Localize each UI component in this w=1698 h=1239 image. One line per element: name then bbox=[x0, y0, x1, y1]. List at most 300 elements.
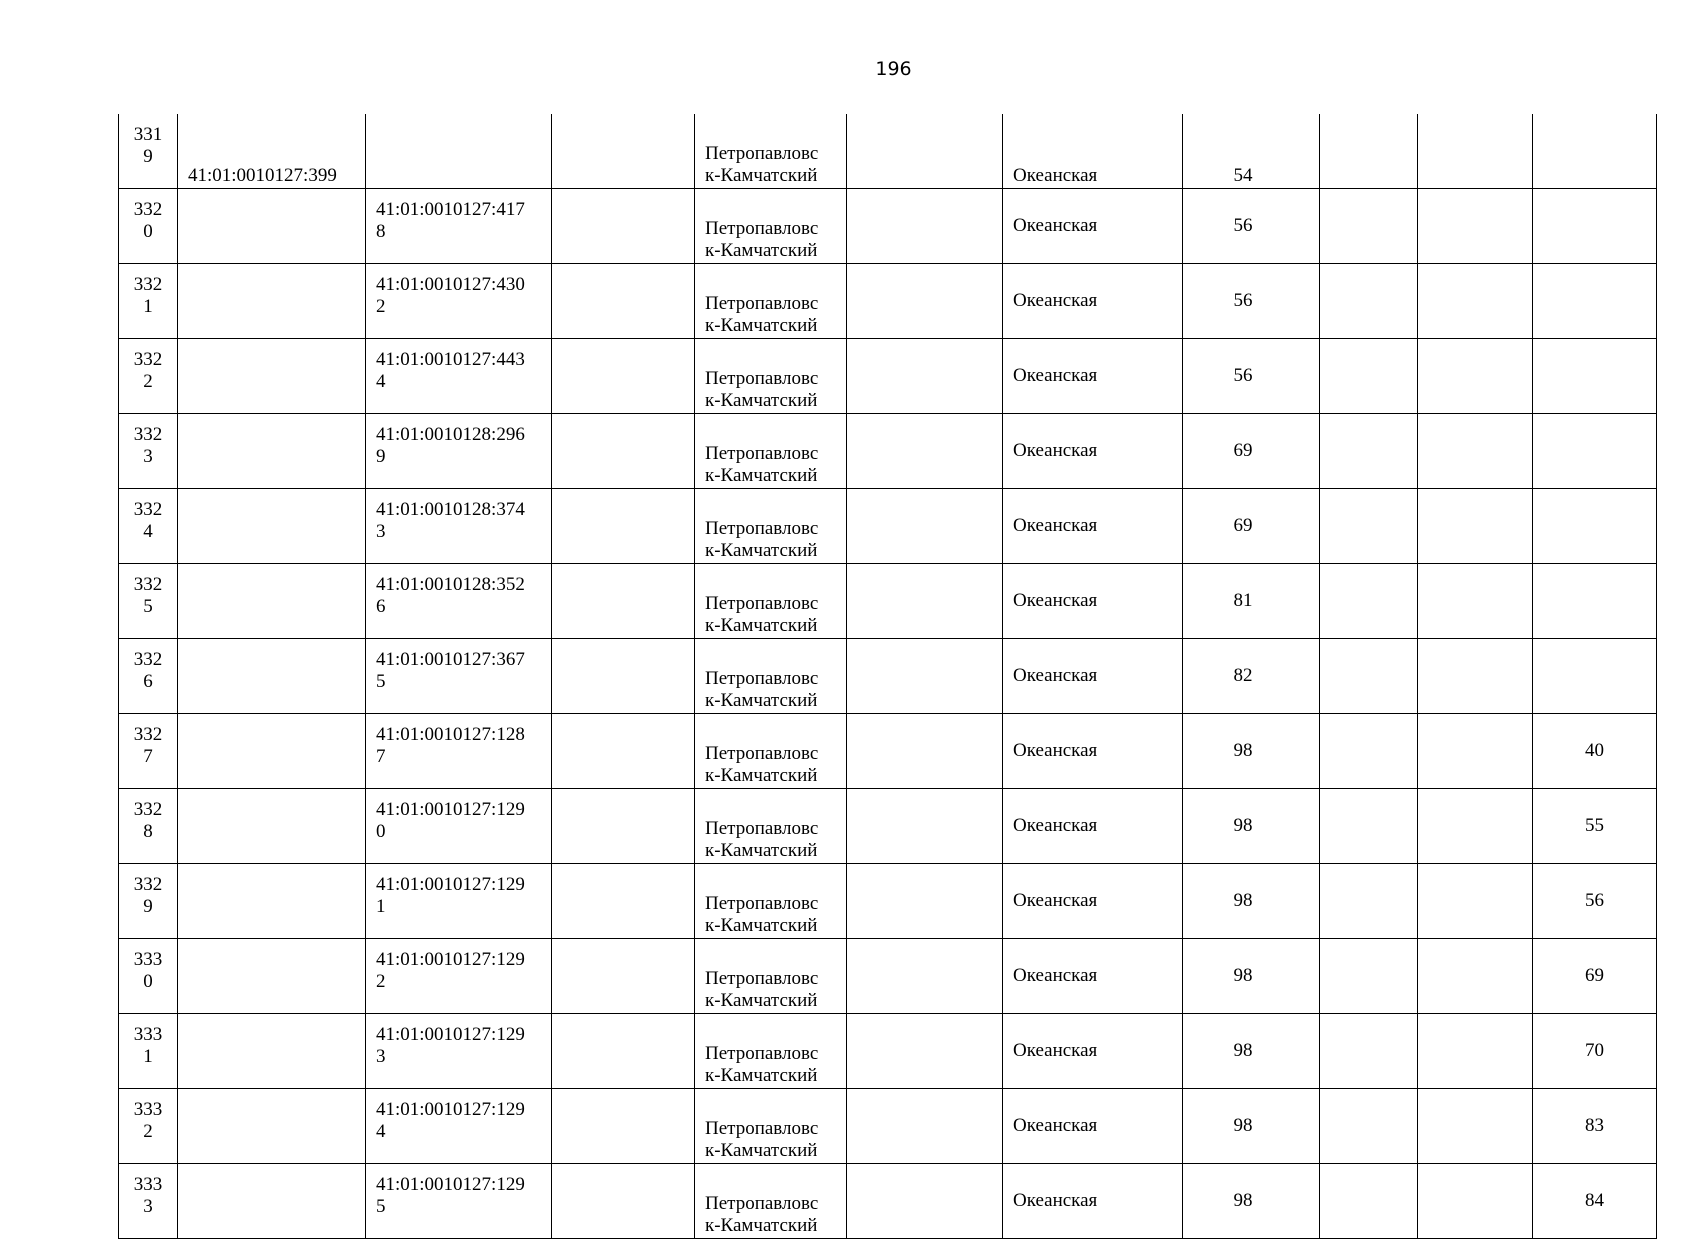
row-number-line2: 0 bbox=[143, 971, 153, 992]
row-number-cell bbox=[119, 564, 178, 639]
row-number-cell bbox=[119, 789, 178, 864]
flat-cell bbox=[1533, 189, 1657, 264]
street-name: Океанская bbox=[1013, 290, 1098, 311]
city-cell bbox=[695, 339, 847, 414]
empty-cell bbox=[847, 939, 1003, 1014]
flat-cell bbox=[1533, 564, 1657, 639]
table-row bbox=[119, 939, 1657, 1014]
object-cadastral-number-cell bbox=[366, 1014, 552, 1089]
city-line1: Петропавловс bbox=[705, 593, 819, 614]
empty-cell bbox=[1320, 264, 1418, 339]
street-name: Океанская bbox=[1013, 890, 1098, 911]
row-number-line2: 8 bbox=[143, 821, 153, 842]
street-name: Океанская bbox=[1013, 815, 1098, 836]
row-number-cell bbox=[119, 114, 178, 189]
object-cadastral-number-cell bbox=[366, 789, 552, 864]
empty-cell bbox=[847, 489, 1003, 564]
object-cadastral-number-cell bbox=[366, 189, 552, 264]
row-number-line1: 333 bbox=[133, 1024, 163, 1045]
house-cell bbox=[1183, 114, 1320, 189]
row-number-line1: 333 bbox=[133, 949, 163, 970]
object-cadastral-line2: 3 bbox=[376, 1046, 386, 1067]
flat-number: 83 bbox=[1585, 1115, 1604, 1136]
house-cell bbox=[1183, 1089, 1320, 1164]
city-line2: к-Камчатский bbox=[705, 990, 818, 1011]
object-cadastral-line2: 3 bbox=[376, 521, 386, 542]
city-line2: к-Камчатский bbox=[705, 765, 818, 786]
flat-cell bbox=[1533, 1014, 1657, 1089]
cadastral-number-cell bbox=[178, 1014, 366, 1089]
city-cell bbox=[695, 1014, 847, 1089]
row-number-line1: 332 bbox=[133, 574, 163, 595]
house-cell bbox=[1183, 264, 1320, 339]
house-number: 81 bbox=[1233, 590, 1253, 611]
street-cell bbox=[1003, 489, 1183, 564]
city-cell bbox=[695, 264, 847, 339]
house-cell bbox=[1183, 789, 1320, 864]
empty-cell bbox=[847, 189, 1003, 264]
empty-cell bbox=[552, 264, 695, 339]
street-name: Океанская bbox=[1013, 365, 1098, 386]
house-number: 82 bbox=[1233, 665, 1253, 686]
empty-cell bbox=[552, 714, 695, 789]
city-line2: к-Камчатский bbox=[705, 240, 818, 261]
row-number-line1: 333 bbox=[133, 1174, 163, 1195]
row-number-cell bbox=[119, 864, 178, 939]
empty-cell bbox=[1418, 1164, 1533, 1239]
empty-cell bbox=[1418, 1089, 1533, 1164]
city-cell bbox=[695, 414, 847, 489]
city-cell bbox=[695, 1164, 847, 1239]
empty-cell bbox=[552, 939, 695, 1014]
city-line1: Петропавловс bbox=[705, 368, 819, 389]
empty-cell bbox=[1320, 1089, 1418, 1164]
street-cell bbox=[1003, 1164, 1183, 1239]
city-line1: Петропавловс bbox=[705, 893, 819, 914]
empty-cell bbox=[552, 564, 695, 639]
object-cadastral-line2: 6 bbox=[376, 596, 386, 617]
city-line1: Петропавловс bbox=[705, 668, 819, 689]
empty-cell bbox=[847, 1089, 1003, 1164]
house-cell bbox=[1183, 1014, 1320, 1089]
object-cadastral-number-cell bbox=[366, 564, 552, 639]
street-name: Океанская bbox=[1013, 665, 1098, 686]
row-number-line1: 332 bbox=[133, 199, 163, 220]
street-cell bbox=[1003, 339, 1183, 414]
house-cell bbox=[1183, 339, 1320, 414]
street-cell bbox=[1003, 864, 1183, 939]
street-name: Океанская bbox=[1013, 165, 1098, 186]
city-line1: Петропавловс bbox=[705, 1118, 819, 1139]
row-number-cell bbox=[119, 639, 178, 714]
empty-cell bbox=[552, 489, 695, 564]
house-number: 56 bbox=[1233, 365, 1253, 386]
flat-cell bbox=[1533, 864, 1657, 939]
object-cadastral-line1: 41:01:0010127:443 bbox=[376, 349, 525, 370]
street-cell bbox=[1003, 1014, 1183, 1089]
street-name: Океанская bbox=[1013, 515, 1098, 536]
cadastral-number-cell bbox=[178, 939, 366, 1014]
row-number-line1: 331 bbox=[133, 124, 163, 145]
empty-cell bbox=[1320, 714, 1418, 789]
object-cadastral-line1: 41:01:0010127:129 bbox=[376, 1099, 525, 1120]
empty-cell bbox=[552, 114, 695, 189]
object-cadastral-number-cell bbox=[366, 864, 552, 939]
row-number-line2: 5 bbox=[143, 596, 153, 617]
street-name: Океанская bbox=[1013, 965, 1098, 986]
house-cell bbox=[1183, 939, 1320, 1014]
empty-cell bbox=[1418, 189, 1533, 264]
empty-cell bbox=[847, 339, 1003, 414]
empty-cell bbox=[1320, 339, 1418, 414]
empty-cell bbox=[1320, 114, 1418, 189]
house-cell bbox=[1183, 714, 1320, 789]
object-cadastral-line2: 1 bbox=[376, 896, 386, 917]
row-number-line2: 2 bbox=[143, 1121, 153, 1142]
empty-cell bbox=[552, 1089, 695, 1164]
cadastral-number-cell bbox=[178, 1164, 366, 1239]
street-cell bbox=[1003, 939, 1183, 1014]
row-number-line2: 3 bbox=[143, 1196, 153, 1217]
object-cadastral-line2: 5 bbox=[376, 1196, 386, 1217]
object-cadastral-line2: 7 bbox=[376, 746, 386, 767]
empty-cell bbox=[1418, 264, 1533, 339]
city-line2: к-Камчатский bbox=[705, 1140, 818, 1161]
row-number-cell bbox=[119, 714, 178, 789]
cadastral-number-cell bbox=[178, 864, 366, 939]
house-number: 98 bbox=[1233, 1190, 1253, 1211]
house-cell bbox=[1183, 1164, 1320, 1239]
street-cell bbox=[1003, 714, 1183, 789]
row-number-line1: 332 bbox=[133, 874, 163, 895]
empty-cell bbox=[847, 714, 1003, 789]
object-cadastral-line2: 8 bbox=[376, 221, 386, 242]
object-cadastral-line1: 41:01:0010127:129 bbox=[376, 1024, 525, 1045]
object-cadastral-line1: 41:01:0010127:430 bbox=[376, 274, 525, 295]
empty-cell bbox=[1418, 489, 1533, 564]
cadastral-number-cell bbox=[178, 714, 366, 789]
street-cell bbox=[1003, 114, 1183, 189]
flat-cell bbox=[1533, 489, 1657, 564]
object-cadastral-line1: 41:01:0010128:352 bbox=[376, 574, 525, 595]
row-number-line2: 9 bbox=[143, 896, 153, 917]
table-container bbox=[118, 114, 1657, 1239]
empty-cell bbox=[1418, 114, 1533, 189]
object-cadastral-number-cell bbox=[366, 1164, 552, 1239]
empty-cell bbox=[847, 114, 1003, 189]
object-cadastral-line1: 41:01:0010127:367 bbox=[376, 649, 525, 670]
city-line2: к-Камчатский bbox=[705, 615, 818, 636]
house-cell bbox=[1183, 189, 1320, 264]
row-number-cell bbox=[119, 939, 178, 1014]
street-name: Океанская bbox=[1013, 1040, 1098, 1061]
row-number-line1: 332 bbox=[133, 724, 163, 745]
house-cell bbox=[1183, 489, 1320, 564]
city-cell bbox=[695, 489, 847, 564]
city-line1: Петропавловс bbox=[705, 1043, 819, 1064]
city-cell bbox=[695, 114, 847, 189]
table-row bbox=[119, 339, 1657, 414]
cadastral-number-cell bbox=[178, 189, 366, 264]
table-row bbox=[119, 1089, 1657, 1164]
city-line1: Петропавловс bbox=[705, 293, 819, 314]
empty-cell bbox=[552, 414, 695, 489]
row-number-line1: 332 bbox=[133, 799, 163, 820]
row-number-cell bbox=[119, 264, 178, 339]
table-row bbox=[119, 789, 1657, 864]
row-number-line1: 332 bbox=[133, 424, 163, 445]
cadastral-number-cell bbox=[178, 1089, 366, 1164]
object-cadastral-number-cell bbox=[366, 639, 552, 714]
empty-cell bbox=[1320, 789, 1418, 864]
row-number-cell bbox=[119, 1164, 178, 1239]
city-line2: к-Камчатский bbox=[705, 1215, 818, 1236]
cadastral-number: 41:01:0010127:399 bbox=[188, 165, 337, 186]
empty-cell bbox=[1418, 414, 1533, 489]
street-name: Океанская bbox=[1013, 1190, 1098, 1211]
object-cadastral-number-cell bbox=[366, 714, 552, 789]
empty-cell bbox=[1418, 1014, 1533, 1089]
city-line1: Петропавловс bbox=[705, 743, 819, 764]
house-number: 98 bbox=[1233, 1040, 1253, 1061]
table-row bbox=[119, 714, 1657, 789]
city-line2: к-Камчатский bbox=[705, 915, 818, 936]
row-number-line2: 6 bbox=[143, 671, 153, 692]
flat-number: 55 bbox=[1585, 815, 1604, 836]
empty-cell bbox=[1418, 564, 1533, 639]
street-cell bbox=[1003, 264, 1183, 339]
empty-cell bbox=[847, 864, 1003, 939]
object-cadastral-line1: 41:01:0010128:296 bbox=[376, 424, 525, 445]
empty-cell bbox=[552, 639, 695, 714]
city-line2: к-Камчатский bbox=[705, 315, 818, 336]
row-number-line1: 332 bbox=[133, 499, 163, 520]
city-cell bbox=[695, 789, 847, 864]
cadastral-number-cell bbox=[178, 414, 366, 489]
city-line2: к-Камчатский bbox=[705, 390, 818, 411]
street-cell bbox=[1003, 1089, 1183, 1164]
object-cadastral-line2: 5 bbox=[376, 671, 386, 692]
city-line1: Петропавловс bbox=[705, 818, 819, 839]
object-cadastral-number-cell bbox=[366, 414, 552, 489]
empty-cell bbox=[847, 639, 1003, 714]
city-line1: Петропавловс bbox=[705, 443, 819, 464]
flat-number: 70 bbox=[1585, 1040, 1604, 1061]
city-cell bbox=[695, 564, 847, 639]
object-cadastral-line2: 2 bbox=[376, 296, 386, 317]
object-cadastral-number-cell bbox=[366, 489, 552, 564]
table-row bbox=[119, 564, 1657, 639]
cadastral-number-cell bbox=[178, 639, 366, 714]
flat-number: 69 bbox=[1585, 965, 1604, 986]
city-line2: к-Камчатский bbox=[705, 465, 818, 486]
empty-cell bbox=[1418, 939, 1533, 1014]
object-cadastral-number-cell bbox=[366, 114, 552, 189]
table-row bbox=[119, 114, 1657, 189]
street-cell bbox=[1003, 189, 1183, 264]
empty-cell bbox=[1418, 789, 1533, 864]
empty-cell bbox=[1418, 714, 1533, 789]
city-line1: Петропавловс bbox=[705, 968, 819, 989]
object-cadastral-line2: 4 bbox=[376, 371, 386, 392]
empty-cell bbox=[1320, 564, 1418, 639]
city-cell bbox=[695, 939, 847, 1014]
house-number: 98 bbox=[1233, 965, 1253, 986]
table-row bbox=[119, 189, 1657, 264]
flat-cell bbox=[1533, 639, 1657, 714]
house-cell bbox=[1183, 414, 1320, 489]
row-number-cell bbox=[119, 189, 178, 264]
empty-cell bbox=[847, 1164, 1003, 1239]
flat-number: 40 bbox=[1585, 740, 1604, 761]
empty-cell bbox=[552, 864, 695, 939]
house-number: 69 bbox=[1233, 440, 1253, 461]
house-cell bbox=[1183, 564, 1320, 639]
row-number-cell bbox=[119, 339, 178, 414]
street-cell bbox=[1003, 639, 1183, 714]
row-number-cell bbox=[119, 489, 178, 564]
flat-cell bbox=[1533, 1164, 1657, 1239]
house-number: 98 bbox=[1233, 815, 1253, 836]
row-number-line1: 332 bbox=[133, 649, 163, 670]
empty-cell bbox=[1320, 864, 1418, 939]
row-number-line2: 2 bbox=[143, 371, 153, 392]
table-row bbox=[119, 489, 1657, 564]
row-number-line2: 7 bbox=[143, 746, 153, 767]
city-line1: Петропавловс bbox=[705, 1193, 819, 1214]
object-cadastral-line1: 41:01:0010127:128 bbox=[376, 724, 525, 745]
page-number: 196 bbox=[875, 58, 912, 80]
row-number-cell bbox=[119, 414, 178, 489]
city-line1: Петропавловс bbox=[705, 518, 819, 539]
street-cell bbox=[1003, 414, 1183, 489]
object-cadastral-line2: 9 bbox=[376, 446, 386, 467]
object-cadastral-number-cell bbox=[366, 339, 552, 414]
city-line2: к-Камчатский bbox=[705, 690, 818, 711]
empty-cell bbox=[1320, 939, 1418, 1014]
flat-cell bbox=[1533, 414, 1657, 489]
empty-cell bbox=[847, 414, 1003, 489]
city-line2: к-Камчатский bbox=[705, 540, 818, 561]
street-name: Океанская bbox=[1013, 215, 1098, 236]
empty-cell bbox=[552, 789, 695, 864]
object-cadastral-line1: 41:01:0010127:129 bbox=[376, 1174, 525, 1195]
flat-cell bbox=[1533, 939, 1657, 1014]
street-cell bbox=[1003, 789, 1183, 864]
house-number: 98 bbox=[1233, 740, 1253, 761]
table-row bbox=[119, 414, 1657, 489]
house-number: 98 bbox=[1233, 890, 1253, 911]
empty-cell bbox=[1320, 639, 1418, 714]
row-number-line2: 3 bbox=[143, 446, 153, 467]
flat-number: 56 bbox=[1585, 890, 1604, 911]
city-cell bbox=[695, 1089, 847, 1164]
object-cadastral-line1: 41:01:0010128:374 bbox=[376, 499, 525, 520]
empty-cell bbox=[1320, 189, 1418, 264]
table-row bbox=[119, 1164, 1657, 1239]
city-line2: к-Камчатский bbox=[705, 1065, 818, 1086]
object-cadastral-line1: 41:01:0010127:417 bbox=[376, 199, 525, 220]
street-name: Океанская bbox=[1013, 440, 1098, 461]
city-cell bbox=[695, 864, 847, 939]
empty-cell bbox=[1320, 489, 1418, 564]
row-number-line1: 333 bbox=[133, 1099, 163, 1120]
table-row bbox=[119, 864, 1657, 939]
city-line1: Петропавловс bbox=[705, 143, 819, 164]
empty-cell bbox=[1418, 864, 1533, 939]
object-cadastral-number-cell bbox=[366, 1089, 552, 1164]
street-name: Океанская bbox=[1013, 1115, 1098, 1136]
flat-cell bbox=[1533, 789, 1657, 864]
address-table bbox=[118, 114, 1657, 1239]
flat-cell bbox=[1533, 114, 1657, 189]
row-number-line2: 1 bbox=[143, 296, 153, 317]
flat-cell bbox=[1533, 714, 1657, 789]
object-cadastral-number-cell bbox=[366, 939, 552, 1014]
cadastral-number-cell bbox=[178, 489, 366, 564]
city-line1: Петропавловс bbox=[705, 218, 819, 239]
row-number-line2: 1 bbox=[143, 1046, 153, 1067]
empty-cell bbox=[1418, 339, 1533, 414]
house-number: 56 bbox=[1233, 215, 1253, 236]
house-number: 98 bbox=[1233, 1115, 1253, 1136]
street-name: Океанская bbox=[1013, 740, 1098, 761]
cadastral-number-cell bbox=[178, 339, 366, 414]
row-number-line2: 0 bbox=[143, 221, 153, 242]
object-cadastral-line1: 41:01:0010127:129 bbox=[376, 874, 525, 895]
empty-cell bbox=[847, 789, 1003, 864]
house-cell bbox=[1183, 639, 1320, 714]
empty-cell bbox=[552, 339, 695, 414]
house-number: 54 bbox=[1233, 165, 1253, 186]
empty-cell bbox=[1320, 1164, 1418, 1239]
table-row bbox=[119, 639, 1657, 714]
cadastral-number-cell bbox=[178, 264, 366, 339]
city-cell bbox=[695, 189, 847, 264]
street-cell bbox=[1003, 564, 1183, 639]
empty-cell bbox=[1418, 639, 1533, 714]
house-number: 56 bbox=[1233, 290, 1253, 311]
row-number-line2: 4 bbox=[143, 521, 153, 542]
empty-cell bbox=[847, 564, 1003, 639]
empty-cell bbox=[1320, 414, 1418, 489]
object-cadastral-line2: 2 bbox=[376, 971, 386, 992]
row-number-cell bbox=[119, 1089, 178, 1164]
empty-cell bbox=[552, 189, 695, 264]
row-number-line1: 332 bbox=[133, 349, 163, 370]
object-cadastral-line1: 41:01:0010127:129 bbox=[376, 949, 525, 970]
flat-number: 84 bbox=[1585, 1190, 1604, 1211]
cadastral-number-cell bbox=[178, 114, 366, 189]
row-number-cell bbox=[119, 1014, 178, 1089]
flat-cell bbox=[1533, 264, 1657, 339]
object-cadastral-line1: 41:01:0010127:129 bbox=[376, 799, 525, 820]
empty-cell bbox=[1320, 1014, 1418, 1089]
object-cadastral-line2: 4 bbox=[376, 1121, 386, 1142]
house-number: 69 bbox=[1233, 515, 1253, 536]
table-row bbox=[119, 1014, 1657, 1089]
empty-cell bbox=[847, 264, 1003, 339]
row-number-line1: 332 bbox=[133, 274, 163, 295]
street-name: Океанская bbox=[1013, 590, 1098, 611]
city-cell bbox=[695, 714, 847, 789]
flat-cell bbox=[1533, 1089, 1657, 1164]
table-row bbox=[119, 264, 1657, 339]
house-cell bbox=[1183, 864, 1320, 939]
cadastral-number-cell bbox=[178, 789, 366, 864]
city-line2: к-Камчатский bbox=[705, 165, 818, 186]
object-cadastral-line2: 0 bbox=[376, 821, 386, 842]
